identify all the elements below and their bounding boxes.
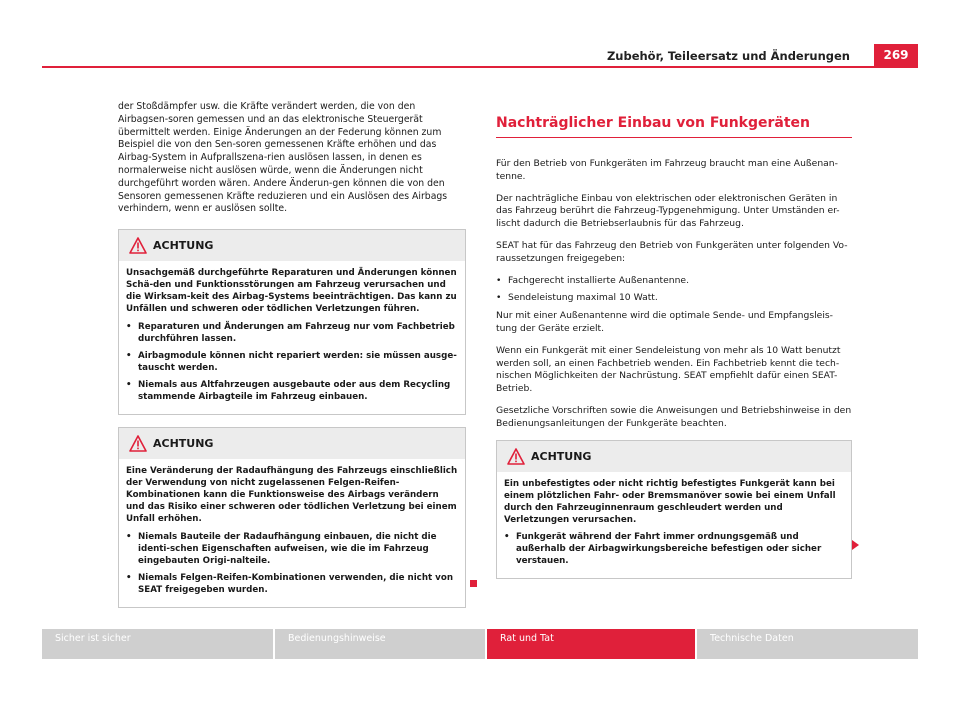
paragraph: Wenn ein Funkgerät mit einer Sendeleistung von mehr als 10 Watt benutzt werden soll, an einen Fachbetrieb wenden. Ein Fachbetrieb kennt die tech-nischen Möglichkeiten der Nachrüstung. SEAT empfiehlt dafür einen SEAT-Betrieb. (496, 344, 841, 395)
list-item-text: Niemals Bauteile der Radaufhängung einbauen, die nicht die identi-schen Eigenschaften aufweisen, wie die im Fahrzeug eingebauten Origi-nalteile. (138, 531, 437, 566)
list-item-text: Fachgerecht installierte Außenantenne. (508, 274, 690, 286)
paragraph: Der nachträgliche Einbau von elektrischen oder elektronischen Geräten in das Fahrzeug berührt die Fahrzeug-Typgenehmigung. Unter Umständen er-lischt dadurch die Betriebserlaubnis für das Fahrzeug. (496, 192, 840, 230)
footer-tab-bedienung[interactable]: Bedienungshinweise (275, 629, 485, 659)
warning-text: Ein unbefestigtes oder nicht richtig befestigtes Funkgerät kann bei einem plötzlichen Fahr- oder Bremsmanöver sowie bei einem Unfall durch den Fahrzeuginnenraum geschleudert werden und Verletzungen verursachen. (504, 478, 836, 525)
paragraph: Für den Betrieb von Funkgeräten im Fahrzeug braucht man eine Außenan-tenne. (496, 158, 838, 182)
section-end-marker (470, 580, 477, 587)
bullet-icon: • (496, 274, 502, 286)
footer-tab-technische-daten[interactable]: Technische Daten (697, 629, 918, 659)
list-item-text: Niemals aus Altfahrzeugen ausgebaute oder aus dem Recycling stammende Airbagteile im Fahrzeug einbauen. (138, 379, 451, 403)
list-item (126, 531, 458, 567)
warning-triangle-icon (129, 435, 147, 452)
list-item (496, 292, 852, 305)
paragraph: Nur mit einer Außenantenne wird die optimale Sende- und Empfangsleis-tung der Geräte erzielt. (496, 310, 833, 334)
warning-text: Unsachgemäß durchgeführte Reparaturen und Änderungen können Schä-den und Funktionsstörungen am Fahrzeug verursachen und die Wirksam-keit des Airbag-Systems beeinträchtigen. Das kann zu Unfällen und schweren oder tödlichen Verletzungen führen. (126, 268, 457, 315)
left-column (118, 101, 466, 620)
list-item (126, 379, 458, 403)
warning-header (497, 441, 851, 472)
bullet-icon: • (126, 379, 132, 390)
list-item (496, 275, 852, 288)
warning-body (119, 261, 465, 414)
warning-body (497, 472, 851, 579)
bullet-icon: • (504, 531, 510, 542)
bullet-icon: • (126, 531, 132, 542)
bullet-icon: • (126, 321, 132, 332)
page-number: 269 (874, 44, 918, 66)
list-item-text: Sendeleistung maximal 10 Watt. (508, 292, 658, 304)
warning-title: ACHTUNG (531, 449, 592, 463)
footer-nav (42, 629, 918, 659)
warning-box-radio (496, 440, 852, 580)
bullet-icon: • (496, 292, 502, 304)
list-item (126, 350, 458, 374)
warning-header (119, 428, 465, 459)
warning-box-suspension (118, 427, 466, 608)
section-title: Nachträglicher Einbau von Funkgeräten (496, 115, 852, 138)
warning-title: ACHTUNG (153, 239, 214, 253)
header-divider (42, 66, 918, 68)
bullet-icon: • (126, 572, 132, 583)
right-column (496, 115, 852, 591)
warning-box-repairs (118, 229, 466, 415)
warning-body (119, 459, 465, 607)
footer-tab-sicher[interactable]: Sicher ist sicher (42, 629, 273, 659)
warning-text: Eine Veränderung der Radaufhängung des Fahrzeugs einschließlich der Verwendung von nicht zugelassenen Felgen-Reifen-Kombinationen kann die Funktionsweise des Airbags verändern und das Risiko einer schweren oder tödlichen Verletzung bei einem Unfall erhöhen. (126, 466, 458, 525)
warning-title: ACHTUNG (153, 437, 214, 451)
paragraph: SEAT hat für das Fahrzeug den Betrieb von Funkgeräten unter folgenden Vo-raussetzungen freigegeben: (496, 239, 848, 264)
list-item-text: Reparaturen und Änderungen am Fahrzeug nur vom Fachbetrieb durchführen lassen. (138, 321, 455, 344)
list-item (126, 321, 458, 345)
list-item (504, 531, 844, 567)
paragraph: Gesetzliche Vorschriften sowie die Anweisungen und Betriebshinweise in den Bedienungsanleitungen der Funkgeräte beachten. (496, 404, 852, 429)
warning-triangle-icon (129, 237, 147, 254)
list-item (126, 572, 458, 596)
bullet-icon: • (126, 350, 132, 361)
list-item-text: Funkgerät während der Fahrt immer ordnungsgemäß und außerhalb der Airbagwirkungsbereiche befestigen oder sicher verstauen. (516, 531, 822, 567)
warning-header (119, 230, 465, 261)
warning-triangle-icon (507, 448, 525, 465)
running-header-title: Zubehör, Teileersatz und Änderungen (606, 49, 850, 63)
list-item-text: Niemals Felgen-Reifen-Kombinationen verwenden, die nicht von SEAT freigegeben wurden. (138, 572, 453, 595)
continue-arrow-icon (852, 540, 859, 550)
list-item-text: Airbagmodule können nicht repariert werden: sie müssen ausge-tauscht werden. (138, 350, 457, 373)
intro-paragraph: der Stoßdämpfer usw. die Kräfte verändert werden, die von den Airbagsen-soren gemessen und an das elektronische Steuergerät übermittelt werden. Einige Änderungen an der Federung können zum Beispiel die von den Sen-soren gemessenen Kräfte erhöhen und das Airbag-System in Aufprallszena-rien auslösen lassen, in denen es normalerweise nicht auslösen würde, wenn die Änderungen nicht durchgeführt worden wären. Andere Änderun-gen können die von den Sensoren gemessenen Kräfte reduzieren und ein Auslösen des Airbags verhindern, wenn er auslösen sollte. (118, 101, 448, 215)
footer-tab-rat-und-tat[interactable]: Rat und Tat (487, 629, 695, 659)
